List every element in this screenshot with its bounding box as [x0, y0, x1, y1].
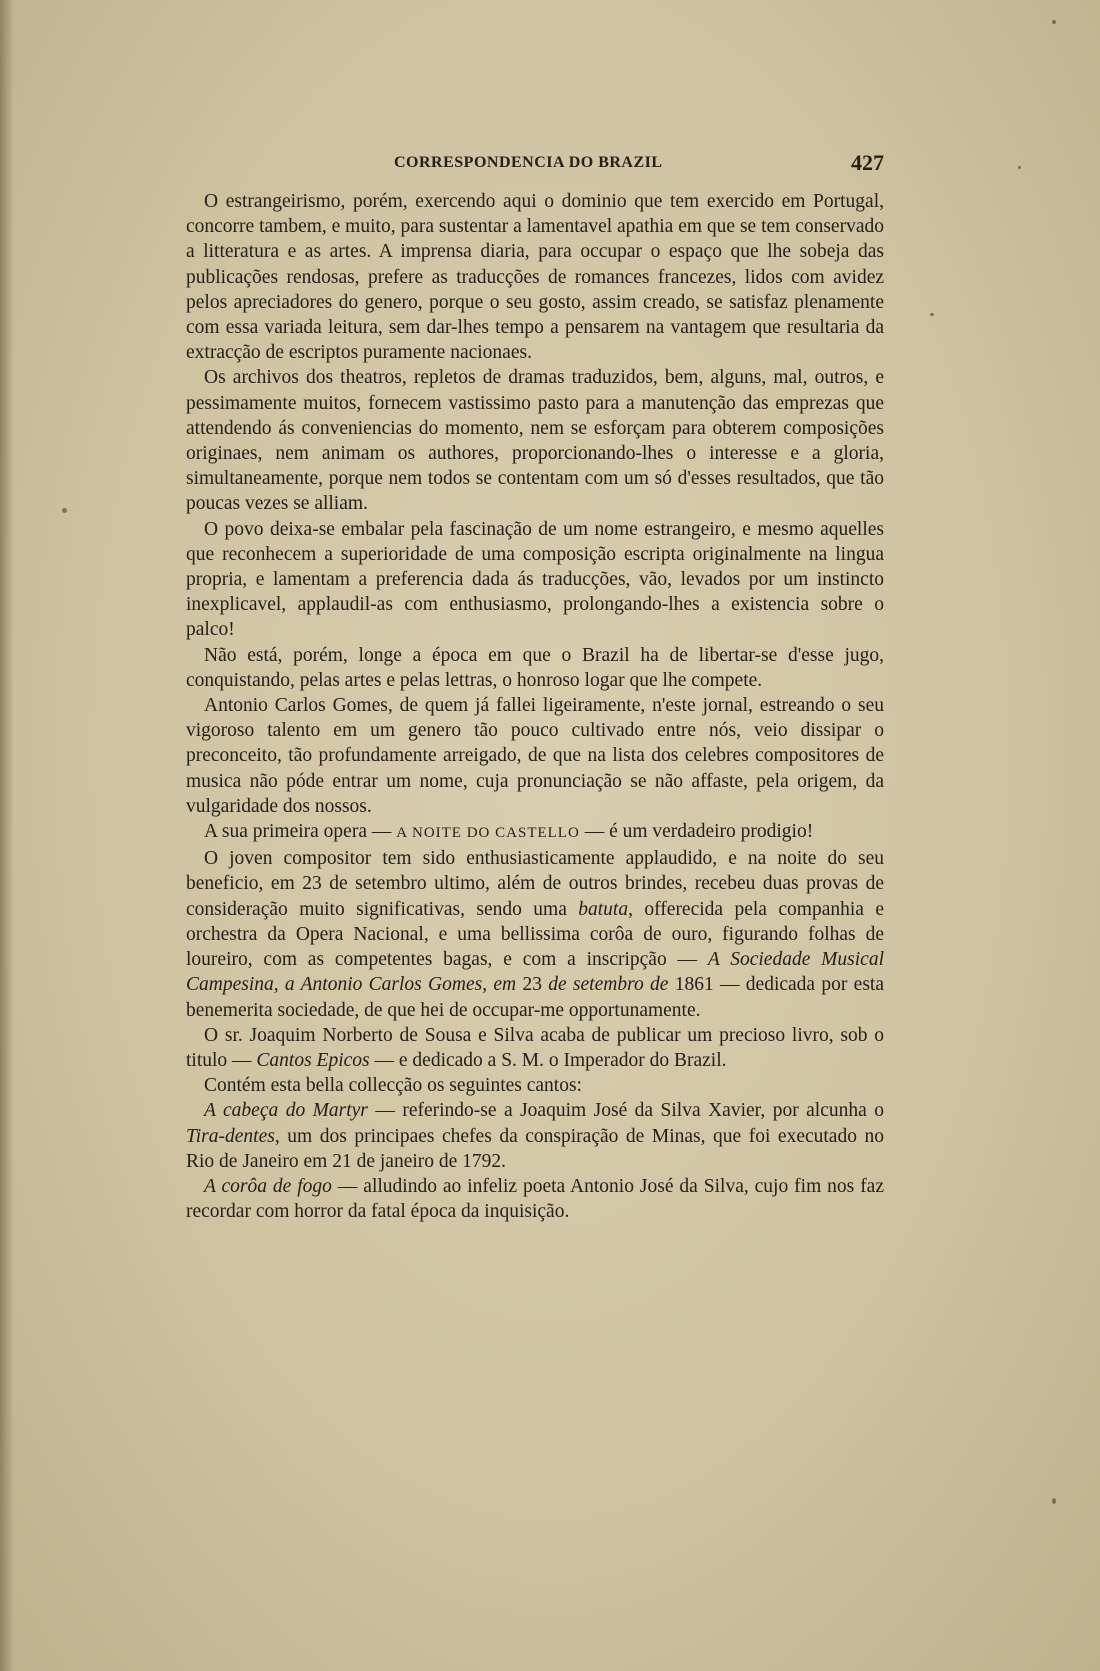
paragraph-1: O estrangeirismo, porém, exercendo aqui o dominio que tem exercido em Portugal, concorre tambem, e muito, para sustentar a lamentavel apathia em que se tem conservado a litteratura e as artes. A imprensa diaria, para occupar o espaço que lhe sobeja das publicações rendosas, prefere as traducções de romances francezes, lidos com avidez pelos apreciadores do genero, porque o seu gosto, assim creado, se satisfaz plenamente com essa variada leitura, sem dar-lhes tempo a pensarem na vantagem que resultaria da extracção de escriptos puramente nacionaes.	[186, 191, 884, 364]
paragraph-5: Antonio Carlos Gomes, de quem já fallei ligeiramente, n'este jornal, estreando o seu vigoroso talento em um genero tão pouco cultivado entre nós, veio dissipar o preconceito, tão profundamente arreigado, de que na lista dos celebres compositores de musica não póde entrar um nome, cuja pronunciação se não affaste, pela origem, da vulgaridade dos nossos.	[186, 695, 884, 817]
paragraph-7: O joven compositor tem sido enthusiasticamente applaudido, e na noite do seu beneficio, em 23 de setembro ultimo, além de outros brindes, recebeu duas provas de consideração muito significativas, sendo uma batuta, offerecida pela companhia e orchestra da Opera Nacional, e uma bellissima corôa de ouro, figurando folhas de loureiro, com as competentes bagas, e com a inscripção — A Sociedade Musical Campesina, a Antonio Carlos Gomes, em 23 de setembro de 1861 — dedicada por esta benemerita sociedade, de que hei de occupar-me opportunamente.	[186, 848, 885, 1021]
paper-speck	[62, 508, 67, 513]
italic-tiradentes: Tira-dentes	[186, 1125, 275, 1147]
paragraph-9: Contém esta bella collecção os seguintes cantos:	[204, 1075, 582, 1097]
paragraph-2: Os archivos dos theatros, repletos de dramas traduzidos, bem, alguns, mal, outros, e pessimamente muitos, fornecem vastissimo pasto para a manutenção das emprezas que attendendo ás conveniencias do momento, nem se esforçam para obterem composições originaes, nem animam os authores, proporcionando-lhes o interesse e a gloria, simultaneamente, porque nem todos se contentam com um só d'esses resultados, que tão poucas vezes se alliam.	[186, 367, 884, 515]
body-text	[186, 189, 884, 1224]
italic-canto-2: A corôa de fogo	[204, 1175, 332, 1197]
italic-inscription-date: de setembro de	[548, 974, 669, 996]
italic-book-title: Cantos Epicos	[256, 1049, 370, 1071]
running-head: CORRESPONDENCIA DO BRAZIL	[394, 154, 663, 171]
paragraph-11: A corôa de fogo — alludindo ao infeliz poeta Antonio José da Silva, cujo fim nos faz recordar com horror da fatal época da inquisição.	[186, 1175, 884, 1223]
paragraph-10: A cabeça do Martyr — referindo-se a Joaquim José da Silva Xavier, por alcunha o Tira-dentes, um dos principaes chefes da conspiração de Minas, que foi executado no Rio de Janeiro em 21 de janeiro de 1792.	[186, 1100, 884, 1172]
paragraph-3: O povo deixa-se embalar pela fascinação de um nome estrangeiro, e mesmo aquelles que reconhecem a superioridade de uma composição escripta originalmente na lingua propria, e lamentam a preferencia dada ás traducções, vão, levados por um instincto inexplicavel, applaudil-as com enthusiasmo, prolongando-lhes a existencia sobre o palco!	[186, 518, 884, 641]
opera-title: A NOITE DO CASTELLO	[396, 825, 580, 842]
paragraph-4: Não está, porém, longe a época em que o Brazil ha de libertar-se d'esse jugo, conquistando, pelas artes e pelas lettras, o honroso logar que lhe compete.	[186, 644, 884, 691]
paper-speck	[1018, 166, 1021, 169]
paragraph-8: O sr. Joaquim Norberto de Sousa e Silva acaba de publicar um precioso livro, sob o titulo — Cantos Epicos — e dedicado a S. M. o Imperador do Brazil.	[186, 1024, 884, 1071]
paper-speck	[930, 313, 934, 316]
italic-batuta: batuta	[578, 898, 629, 920]
spine-shadow	[0, 0, 14, 1671]
italic-inscription: A Sociedade Musical Campesina, a Antonio Carlos Gomes, em	[186, 949, 885, 996]
paragraph-6: A sua primeira opera — A NOITE DO CASTELLO — é um verdadeiro prodigio!	[204, 821, 814, 843]
italic-canto-1: A cabeça do Martyr	[204, 1100, 368, 1122]
page-number: 427	[851, 150, 884, 175]
page-header	[186, 150, 884, 180]
paper-speck	[1052, 20, 1056, 24]
paper-speck	[1052, 1498, 1056, 1504]
